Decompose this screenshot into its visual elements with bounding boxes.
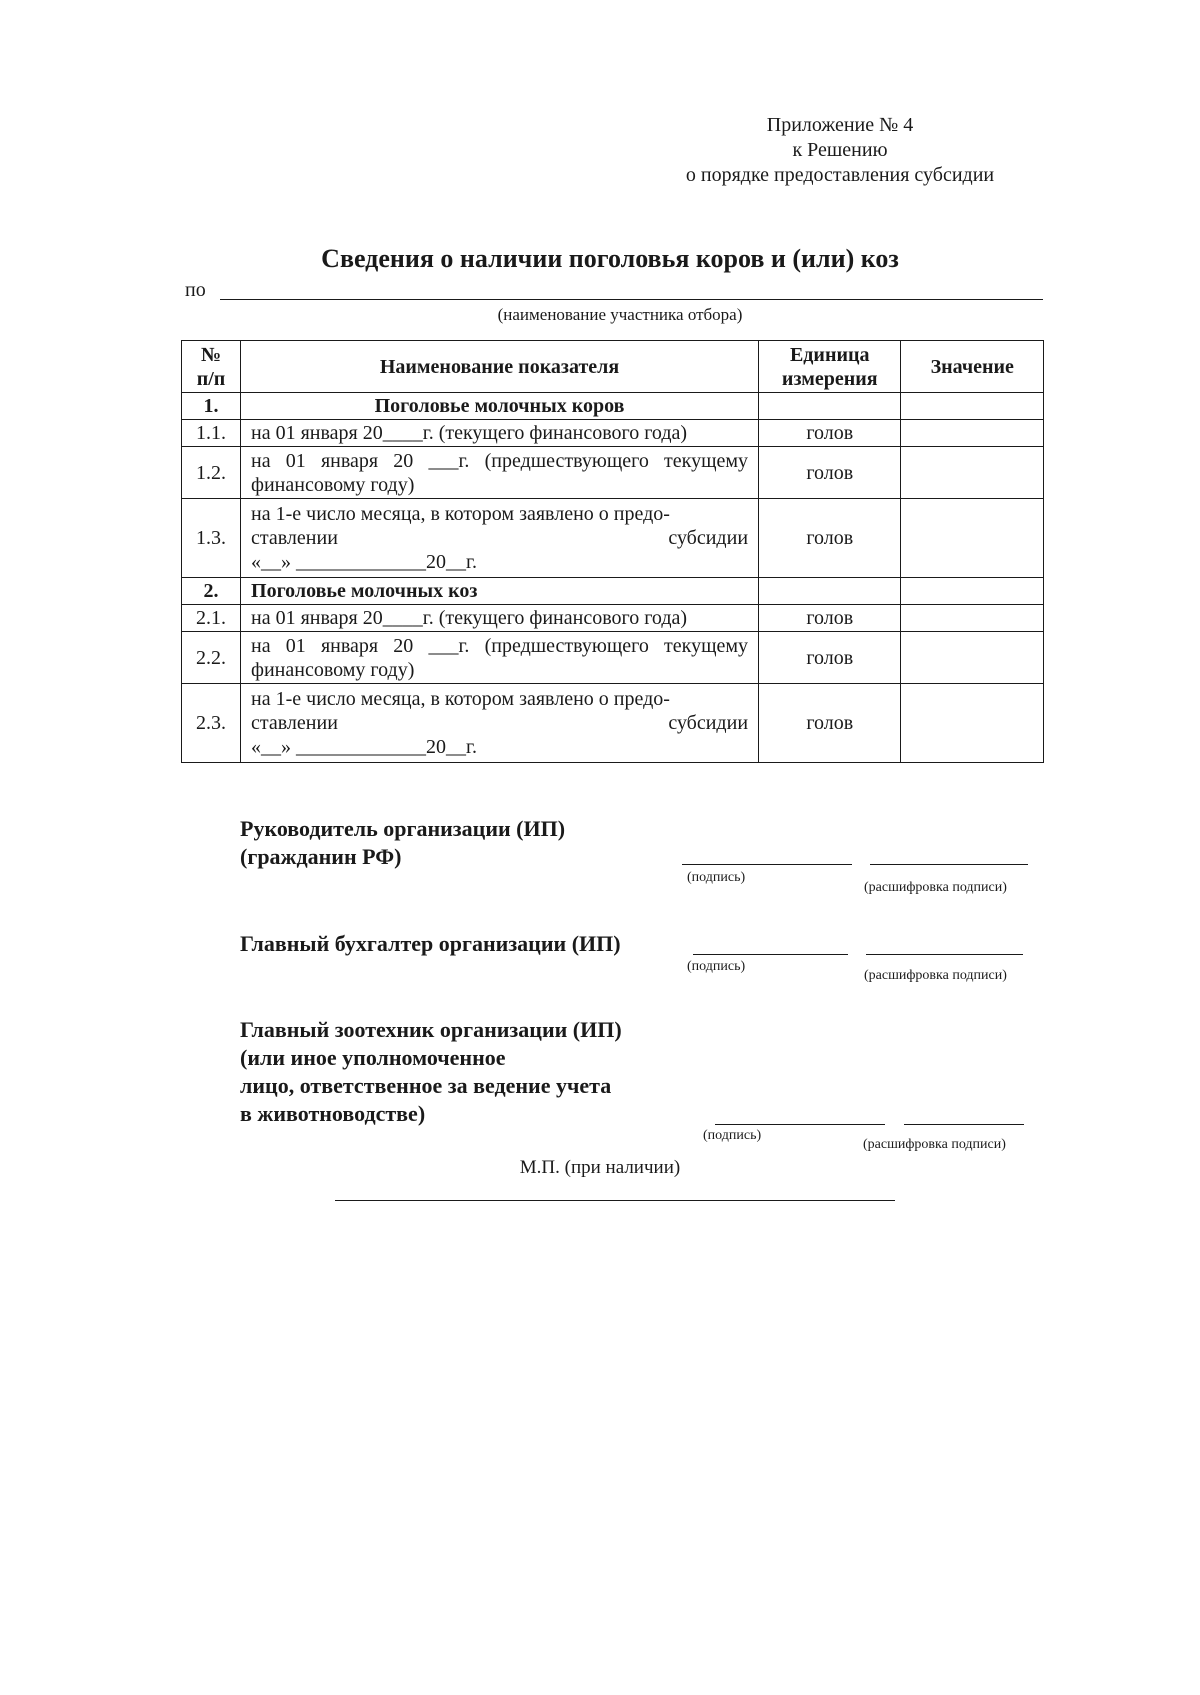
table-row (182, 605, 1044, 632)
row-unit: голов (759, 447, 901, 499)
row-no: 1.1. (182, 420, 241, 447)
row-name: на 01 января 20____г. (текущего финансового года) (241, 420, 759, 447)
accountant-decode-caption: (расшифровка подписи) (864, 968, 1007, 983)
accountant-signature-field[interactable] (693, 954, 848, 955)
zootechnician-title-line: (или иное уполномоченное (240, 1045, 506, 1070)
row-name-line: на 1-е число месяца, в котором заявлено о предо- (251, 503, 670, 525)
appendix-subject: о порядке предоставления субсидии (685, 164, 995, 186)
row-name-line: на 1-е число месяца, в котором заявлено о предо- (251, 688, 670, 710)
appendix-header (640, 113, 1040, 188)
appendix-number: Приложение № 4 (766, 114, 914, 136)
table-row (182, 447, 1044, 499)
row-value[interactable] (901, 447, 1044, 499)
row-no: 1. (182, 393, 241, 420)
row-value[interactable] (901, 632, 1044, 684)
row-no: 1.2. (182, 447, 241, 499)
row-unit: голов (759, 605, 901, 632)
header-unit: Единица измерения (759, 341, 901, 393)
zootechnician-signature-field[interactable] (715, 1124, 885, 1125)
zootechnician-decode-field[interactable] (904, 1124, 1024, 1125)
accountant-decode-field[interactable] (866, 954, 1023, 955)
table-row (182, 393, 1044, 420)
row-date-line: «__» _____________20__г. (251, 551, 477, 573)
row-value[interactable] (901, 605, 1044, 632)
head-signature-field[interactable] (682, 864, 852, 865)
row-name-word: субсидии (668, 527, 749, 549)
zootechnician-title (240, 1016, 622, 1128)
head-decode-caption: (расшифровка подписи) (864, 880, 1007, 895)
table-header-row (182, 341, 1044, 393)
zootechnician-title-line: лицо, ответственное за ведение учета (240, 1073, 612, 1098)
row-name: на 01 января 20 ___г. (предшествующего текущему финансовому году) (241, 447, 759, 499)
header-no: № п/п (182, 341, 241, 393)
accountant-sign-caption: (подпись) (687, 959, 746, 974)
zootechnician-decode-caption: (расшифровка подписи) (863, 1137, 1006, 1152)
zootechnician-title-line: в животноводстве) (240, 1101, 426, 1126)
head-title-line: (гражданин РФ) (240, 844, 402, 869)
document-title: Сведения о наличии поголовья коров и (или) коз (321, 244, 899, 273)
row-no: 2.1. (182, 605, 241, 632)
row-unit: голов (759, 420, 901, 447)
row-name (241, 499, 759, 578)
row-value[interactable] (901, 420, 1044, 447)
row-name-word: субсидии (668, 712, 749, 734)
row-value[interactable] (901, 499, 1044, 578)
zootechnician-sign-caption: (подпись) (703, 1128, 762, 1143)
row-name: на 01 января 20 ___г. (предшествующего текущему финансовому году) (241, 632, 759, 684)
row-unit: голов (759, 499, 901, 578)
livestock-table (181, 340, 1044, 763)
row-name-word: ставлении (251, 712, 338, 734)
head-title-line: Руководитель организации (ИП) (240, 816, 566, 841)
row-name (241, 684, 759, 763)
row-name-word: ставлении (251, 527, 338, 549)
participant-name-field[interactable] (220, 299, 1043, 300)
participant-caption: (наименование участника отбора) (497, 305, 743, 324)
header-name: Наименование показателя (241, 341, 759, 393)
row-name: Поголовье молочных коров (241, 393, 759, 420)
table-row (182, 684, 1044, 763)
head-decode-field[interactable] (870, 864, 1028, 865)
bottom-divider (335, 1200, 895, 1201)
head-title (240, 815, 565, 871)
row-no: 2.3. (182, 684, 241, 763)
row-name: на 01 января 20____г. (текущего финансового года) (241, 605, 759, 632)
table-row (182, 578, 1044, 605)
row-name-line (251, 526, 748, 550)
table-row (182, 420, 1044, 447)
appendix-ref: к Решению (792, 139, 888, 161)
row-unit: голов (759, 684, 901, 763)
zootechnician-title-line: Главный зоотехник организации (ИП) (240, 1017, 622, 1042)
row-name: Поголовье молочных коз (241, 578, 759, 605)
row-value[interactable] (901, 578, 1044, 605)
row-value[interactable] (901, 684, 1044, 763)
row-no: 2.2. (182, 632, 241, 684)
row-unit (759, 578, 901, 605)
table-row (182, 499, 1044, 578)
accountant-title: Главный бухгалтер организации (ИП) (240, 931, 621, 956)
table-row (182, 632, 1044, 684)
row-value[interactable] (901, 393, 1044, 420)
header-value: Значение (901, 341, 1044, 393)
row-unit (759, 393, 901, 420)
row-date-line: «__» _____________20__г. (251, 736, 477, 758)
stamp-place: М.П. (при наличии) (519, 1157, 681, 1178)
head-sign-caption: (подпись) (687, 870, 746, 885)
row-name-line (251, 711, 748, 735)
row-no: 1.3. (182, 499, 241, 578)
row-unit: голов (759, 632, 901, 684)
row-no: 2. (182, 578, 241, 605)
po-label: по (185, 279, 206, 301)
